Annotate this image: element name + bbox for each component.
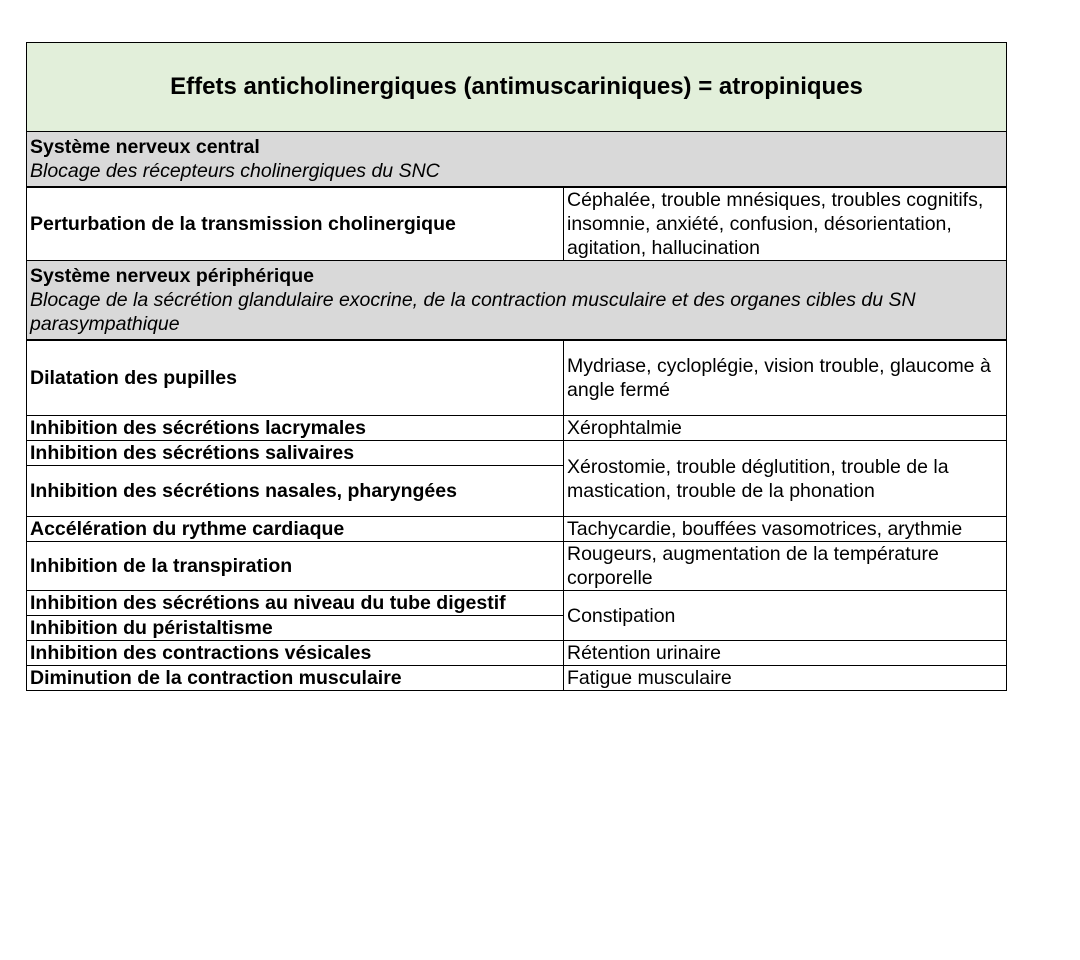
effect-cell: Inhibition du péristaltisme xyxy=(27,616,564,641)
section-title: Système nerveux central xyxy=(30,136,260,158)
symptoms-cell: Xérostomie, trouble déglutition, trouble de la mastication, trouble de la phonation xyxy=(564,441,1007,517)
table-row xyxy=(27,591,1007,616)
symptoms-cell: Rougeurs, augmentation de la température corporelle xyxy=(564,542,1007,591)
table-title: Effets anticholinergiques (antimuscariniques) = atropiniques xyxy=(27,43,1007,132)
symptoms-cell: Rétention urinaire xyxy=(564,641,1007,666)
section-description: Blocage de la sécrétion glandulaire exocrine, de la contraction musculaire et des organes cibles du SN parasympathique xyxy=(30,289,916,335)
symptoms-cell: Céphalée, trouble mnésiques, troubles cognitifs, insomnie, anxiété, confusion, désorientation, agitation, hallucination xyxy=(564,187,1007,261)
symptoms-cell: Xérophtalmie xyxy=(564,416,1007,441)
effect-cell: Diminution de la contraction musculaire xyxy=(27,666,564,691)
anticholinergic-effects-table xyxy=(26,42,1007,691)
table-row xyxy=(27,441,1007,466)
effect-cell: Inhibition des contractions vésicales xyxy=(27,641,564,666)
effect-cell: Dilatation des pupilles xyxy=(27,340,564,416)
section-title: Système nerveux périphérique xyxy=(30,265,314,287)
effect-cell: Inhibition des sécrétions au niveau du tube digestif xyxy=(27,591,564,616)
symptoms-cell: Mydriase, cycloplégie, vision trouble, glaucome à angle fermé xyxy=(564,340,1007,416)
table-row xyxy=(27,641,1007,666)
symptoms-cell: Tachycardie, bouffées vasomotrices, arythmie xyxy=(564,517,1007,542)
effect-cell: Perturbation de la transmission cholinergique xyxy=(27,187,564,261)
table-row xyxy=(27,340,1007,416)
table-row xyxy=(27,416,1007,441)
table-row xyxy=(27,542,1007,591)
section-description: Blocage des récepteurs cholinergiques du SNC xyxy=(30,160,440,182)
effect-cell: Inhibition des sécrétions lacrymales xyxy=(27,416,564,441)
effect-cell: Inhibition des sécrétions salivaires xyxy=(27,441,564,466)
table-row xyxy=(27,666,1007,691)
table-row xyxy=(27,187,1007,261)
table-row xyxy=(27,517,1007,542)
symptoms-cell: Fatigue musculaire xyxy=(564,666,1007,691)
section-snc xyxy=(27,132,1007,188)
effect-cell: Accélération du rythme cardiaque xyxy=(27,517,564,542)
effect-cell: Inhibition de la transpiration xyxy=(27,542,564,591)
effect-cell: Inhibition des sécrétions nasales, pharyngées xyxy=(27,466,564,517)
section-snp xyxy=(27,261,1007,341)
symptoms-cell: Constipation xyxy=(564,591,1007,641)
